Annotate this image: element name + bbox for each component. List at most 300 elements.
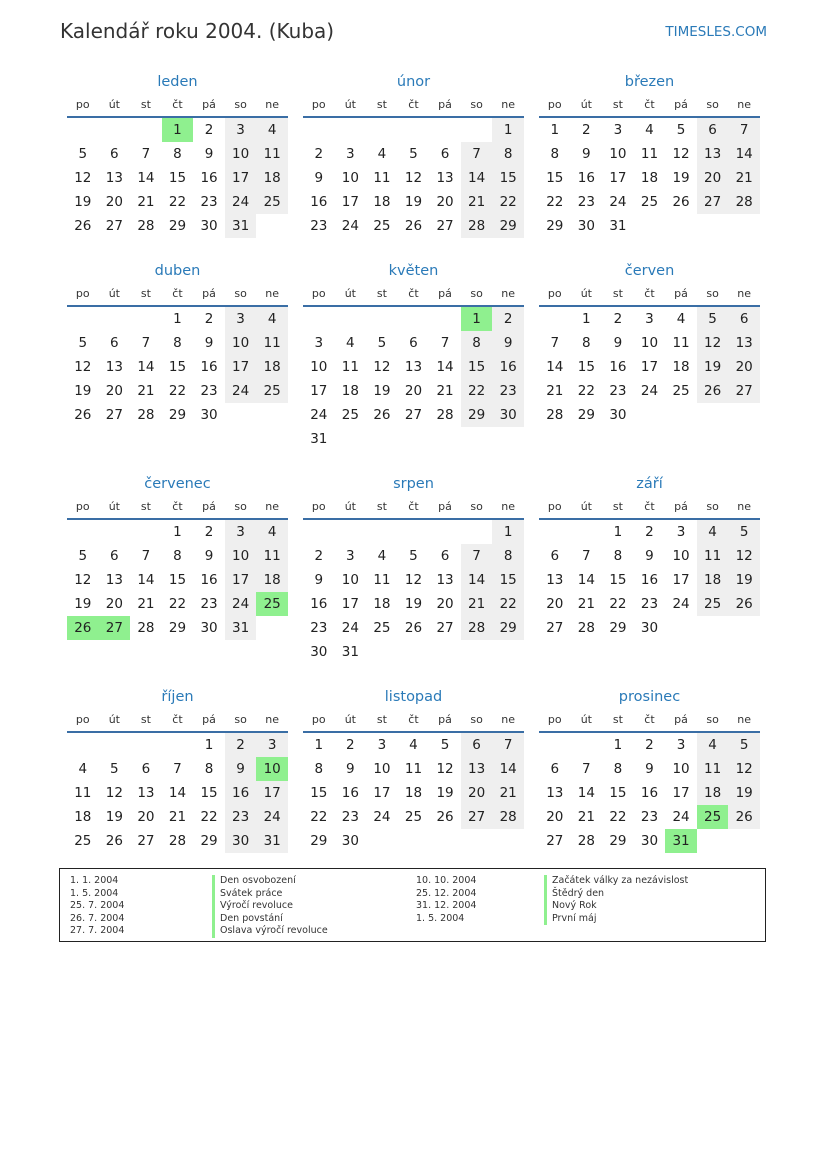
empty-cell — [303, 520, 335, 544]
day-cell: 14 — [137, 572, 155, 588]
week-row — [67, 403, 288, 427]
weekday-label: čt — [408, 98, 419, 111]
month-name: leden — [157, 74, 198, 90]
empty-cell — [728, 616, 760, 640]
weekday-label: út — [344, 98, 356, 111]
empty-cell — [366, 829, 398, 853]
empty-cell — [461, 640, 493, 664]
day-cell: 18 — [640, 170, 659, 186]
weekday-label: čt — [644, 287, 655, 300]
day-cell: 9 — [613, 335, 623, 351]
day-cell: 4 — [676, 311, 686, 327]
empty-cell — [225, 403, 257, 427]
day-cell: 12 — [728, 757, 760, 781]
day-cell: 5 — [440, 737, 450, 753]
day-cell: 17 — [225, 166, 257, 190]
weekday-header — [303, 709, 524, 733]
week-row — [303, 379, 524, 403]
day-cell: 27 — [728, 379, 760, 403]
weekday-label: po — [547, 98, 562, 111]
week-row — [67, 118, 288, 142]
week-row — [67, 142, 288, 166]
weekday-label: po — [311, 500, 326, 513]
day-cell: 25 — [256, 190, 288, 214]
week-row — [67, 829, 288, 853]
day-cell: 2 — [225, 733, 257, 757]
week-row — [539, 142, 760, 166]
month-1 — [303, 70, 524, 238]
day-cell: 1 — [613, 737, 623, 753]
legend-holiday-name: Nový Rok — [544, 900, 688, 913]
day-cell: 29 — [310, 833, 328, 849]
weekday-header — [539, 283, 760, 307]
day-cell: 28 — [168, 833, 187, 849]
day-cell: 21 — [728, 166, 760, 190]
day-cell: 3 — [676, 737, 686, 753]
empty-cell — [429, 118, 461, 142]
weekday-label: čt — [172, 713, 183, 726]
weekday-label: so — [470, 713, 483, 726]
weekday-label: st — [376, 713, 387, 726]
day-cell: 1 — [582, 311, 591, 327]
day-cell: 12 — [74, 572, 92, 588]
day-cell: 6 — [440, 146, 450, 162]
day-cell: 3 — [225, 307, 257, 331]
weekday-label: po — [75, 500, 90, 513]
legend-holiday-name: Oslava výročí revoluce — [212, 925, 328, 938]
day-cell: 23 — [310, 218, 328, 234]
week-row — [67, 331, 288, 355]
day-cell: 29 — [546, 218, 564, 234]
weekday-label: so — [470, 500, 483, 513]
empty-cell — [634, 403, 666, 427]
day-cell: 12 — [74, 359, 92, 375]
day-cell: 20 — [436, 596, 454, 612]
day-cell: 21 — [461, 592, 493, 616]
day-cell: 26 — [373, 407, 391, 423]
day-cell: 8 — [173, 146, 182, 162]
day-cell: 14 — [461, 166, 493, 190]
empty-cell — [398, 427, 430, 451]
day-cell: 10 — [640, 335, 659, 351]
day-cell: 12 — [672, 146, 690, 162]
day-cell: 8 — [550, 146, 560, 162]
day-cell: 17 — [341, 596, 359, 612]
day-cell: 17 — [225, 355, 257, 379]
day-cell: 18 — [256, 355, 288, 379]
empty-cell — [665, 403, 697, 427]
day-cell: 25 — [640, 194, 659, 210]
day-cell: 30 — [310, 644, 328, 660]
day-cell: 13 — [137, 785, 155, 801]
day-cell: 26 — [74, 218, 92, 234]
day-cell: 15 — [492, 568, 524, 592]
day-cell: 6 — [110, 335, 119, 351]
day-cell: 28 — [728, 190, 760, 214]
week-row — [303, 757, 524, 781]
week-row — [67, 805, 288, 829]
weekday-label: st — [612, 287, 623, 300]
day-cell: 18 — [697, 781, 729, 805]
day-cell: 16 — [200, 572, 218, 588]
weekday-label: pá — [674, 287, 688, 300]
weekday-label: ne — [737, 713, 752, 726]
weekday-label: út — [344, 500, 356, 513]
weekday-label: so — [706, 713, 719, 726]
day-cell: 14 — [728, 142, 760, 166]
day-cell: 18 — [697, 568, 729, 592]
day-cell: 8 — [582, 335, 591, 351]
day-cell: 22 — [168, 596, 187, 612]
day-cell: 24 — [341, 218, 359, 234]
empty-cell — [429, 829, 461, 853]
day-cell: 21 — [137, 596, 155, 612]
week-row — [539, 355, 760, 379]
day-cell: 12 — [74, 170, 92, 186]
day-cell: 24 — [310, 407, 328, 423]
legend-holiday-name: Začátek války za nezávislost — [544, 875, 688, 888]
day-cell: 30 — [640, 620, 659, 636]
month-11 — [539, 685, 760, 853]
day-cell: 2 — [582, 122, 591, 138]
day-cell: 7 — [461, 544, 493, 568]
day-cell: 30 — [200, 218, 218, 234]
day-cell: 25 — [697, 805, 729, 829]
day-cell: 23 — [640, 596, 659, 612]
empty-cell — [130, 733, 162, 757]
week-row — [303, 568, 524, 592]
weekday-label: ne — [501, 500, 516, 513]
day-cell: 1 — [162, 118, 194, 142]
day-cell: 2 — [645, 737, 654, 753]
day-cell: 18 — [373, 596, 391, 612]
month-name: duben — [154, 263, 201, 279]
day-cell: 4 — [256, 520, 288, 544]
day-cell: 22 — [492, 592, 524, 616]
weekday-label: pá — [674, 98, 688, 111]
legend-date: 26. 7. 2004 — [70, 912, 125, 924]
day-cell: 1 — [492, 118, 524, 142]
day-cell: 29 — [492, 214, 524, 238]
day-cell: 25 — [341, 407, 359, 423]
day-cell: 31 — [665, 829, 697, 853]
empty-cell — [398, 520, 430, 544]
day-cell: 7 — [582, 761, 591, 777]
day-cell: 4 — [377, 146, 387, 162]
day-cell: 17 — [341, 194, 359, 210]
month-9 — [67, 685, 288, 853]
day-cell: 8 — [204, 761, 214, 777]
empty-cell — [571, 520, 603, 544]
week-row — [67, 568, 288, 592]
weekday-label: ne — [265, 713, 280, 726]
day-cell: 3 — [613, 122, 623, 138]
week-row — [303, 616, 524, 640]
day-cell: 5 — [78, 335, 88, 351]
week-row — [303, 520, 524, 544]
day-cell: 30 — [609, 407, 627, 423]
weekday-label: st — [376, 287, 387, 300]
empty-cell — [67, 118, 99, 142]
empty-cell — [162, 733, 194, 757]
month-6 — [67, 472, 288, 640]
weekday-label: so — [470, 287, 483, 300]
day-cell: 4 — [377, 548, 387, 564]
empty-cell — [539, 520, 571, 544]
weekday-label: út — [580, 500, 592, 513]
month-0 — [67, 70, 288, 238]
weekday-label: ne — [737, 287, 752, 300]
day-cell: 16 — [225, 781, 257, 805]
day-cell: 6 — [110, 146, 119, 162]
day-cell: 12 — [105, 785, 123, 801]
day-cell: 13 — [436, 170, 454, 186]
day-cell: 4 — [697, 733, 729, 757]
day-cell: 15 — [200, 785, 218, 801]
week-row — [303, 427, 524, 451]
day-cell: 26 — [67, 616, 99, 640]
legend-holiday-name: Štědrý den — [544, 888, 688, 901]
day-cell: 5 — [409, 146, 418, 162]
weekday-label: st — [376, 500, 387, 513]
day-cell: 10 — [341, 170, 359, 186]
day-cell: 28 — [577, 833, 595, 849]
day-cell: 7 — [492, 733, 524, 757]
day-cell: 27 — [404, 407, 423, 423]
weekday-label: út — [580, 98, 592, 111]
weekday-label: pá — [202, 98, 216, 111]
day-cell: 28 — [577, 620, 595, 636]
day-cell: 1 — [173, 311, 182, 327]
empty-cell — [99, 118, 131, 142]
day-cell: 20 — [546, 596, 564, 612]
day-cell: 15 — [546, 170, 564, 186]
day-cell: 16 — [577, 170, 595, 186]
day-cell: 7 — [141, 146, 151, 162]
day-cell: 24 — [225, 190, 257, 214]
day-cell: 16 — [640, 572, 659, 588]
empty-cell — [67, 733, 99, 757]
day-cell: 10 — [225, 331, 257, 355]
month-8 — [539, 472, 760, 640]
weekday-label: út — [580, 713, 592, 726]
day-cell: 7 — [582, 548, 591, 564]
month-4 — [303, 259, 524, 451]
weekday-header — [539, 496, 760, 520]
empty-cell — [398, 118, 430, 142]
weekday-label: čt — [408, 287, 419, 300]
day-cell: 7 — [728, 118, 760, 142]
day-cell: 20 — [105, 383, 123, 399]
legend-date: 31. 12. 2004 — [416, 900, 477, 911]
empty-cell — [728, 403, 760, 427]
day-cell: 22 — [310, 809, 328, 825]
day-cell: 5 — [728, 520, 760, 544]
day-cell: 26 — [436, 809, 454, 825]
day-cell: 11 — [256, 331, 288, 355]
day-cell: 15 — [168, 359, 187, 375]
week-row — [303, 805, 524, 829]
day-cell: 15 — [310, 785, 328, 801]
day-cell: 17 — [310, 383, 328, 399]
empty-cell — [429, 307, 461, 331]
empty-cell — [429, 427, 461, 451]
day-cell: 25 — [697, 592, 729, 616]
day-cell: 4 — [697, 520, 729, 544]
empty-cell — [461, 520, 493, 544]
day-cell: 15 — [492, 166, 524, 190]
day-cell: 26 — [74, 407, 92, 423]
weekday-label: čt — [644, 98, 655, 111]
day-cell: 1 — [613, 524, 623, 540]
week-row — [539, 307, 760, 331]
day-cell: 11 — [256, 544, 288, 568]
day-cell: 23 — [200, 596, 218, 612]
day-cell: 26 — [105, 833, 123, 849]
day-cell: 17 — [373, 785, 391, 801]
day-cell: 16 — [200, 170, 218, 186]
day-cell: 7 — [461, 142, 493, 166]
empty-cell — [539, 733, 571, 757]
day-cell: 4 — [409, 737, 418, 753]
day-cell: 18 — [74, 809, 92, 825]
legend-holiday-name: Den povstání — [212, 913, 328, 926]
weekday-label: út — [108, 500, 120, 513]
day-cell: 5 — [409, 548, 418, 564]
day-cell: 6 — [461, 733, 493, 757]
day-cell: 9 — [492, 331, 524, 355]
day-cell: 26 — [728, 805, 760, 829]
empty-cell — [398, 307, 430, 331]
empty-cell — [99, 307, 131, 331]
day-cell: 13 — [105, 170, 123, 186]
weekday-label: ne — [501, 98, 516, 111]
day-cell: 25 — [672, 383, 690, 399]
day-cell: 3 — [346, 146, 355, 162]
weekday-label: ne — [265, 287, 280, 300]
day-cell: 6 — [550, 548, 560, 564]
day-cell: 22 — [577, 383, 595, 399]
weekday-label: čt — [172, 500, 183, 513]
day-cell: 19 — [74, 383, 92, 399]
day-cell: 29 — [461, 403, 493, 427]
page-title: Kalendář roku 2004. (Kuba) — [60, 19, 335, 43]
day-cell: 9 — [346, 761, 355, 777]
day-cell: 3 — [314, 335, 324, 351]
day-cell: 26 — [728, 592, 760, 616]
week-row — [539, 616, 760, 640]
weekday-label: čt — [644, 713, 655, 726]
day-cell: 30 — [577, 218, 595, 234]
week-row — [539, 592, 760, 616]
day-cell: 27 — [546, 620, 564, 636]
week-row — [67, 307, 288, 331]
day-cell: 2 — [204, 311, 214, 327]
day-cell: 30 — [492, 403, 524, 427]
day-cell: 6 — [440, 548, 450, 564]
day-cell: 7 — [440, 335, 450, 351]
day-cell: 15 — [461, 355, 493, 379]
weekday-label: čt — [644, 500, 655, 513]
day-cell: 30 — [200, 620, 218, 636]
weekday-label: so — [234, 713, 247, 726]
day-cell: 11 — [404, 761, 423, 777]
day-cell: 27 — [436, 620, 454, 636]
day-cell: 12 — [373, 359, 391, 375]
weekday-label: pá — [202, 713, 216, 726]
day-cell: 11 — [697, 544, 729, 568]
weekday-label: pá — [202, 287, 216, 300]
week-row — [539, 166, 760, 190]
day-cell: 4 — [645, 122, 654, 138]
day-cell: 31 — [341, 644, 359, 660]
week-row — [303, 142, 524, 166]
weekday-label: ne — [737, 98, 752, 111]
weekday-header — [67, 283, 288, 307]
weekday-label: út — [108, 98, 120, 111]
site-link[interactable]: TIMESLES.COM — [665, 24, 767, 40]
day-cell: 4 — [256, 118, 288, 142]
week-row — [303, 640, 524, 664]
day-cell: 25 — [74, 833, 92, 849]
day-cell: 13 — [546, 572, 564, 588]
week-row — [67, 544, 288, 568]
empty-cell — [398, 640, 430, 664]
day-cell: 4 — [256, 307, 288, 331]
day-cell: 5 — [676, 122, 686, 138]
weekday-label: út — [344, 713, 356, 726]
day-cell: 12 — [728, 544, 760, 568]
day-cell: 14 — [436, 359, 454, 375]
empty-cell — [634, 214, 666, 238]
week-row — [303, 592, 524, 616]
legend-holiday-name: Výročí revoluce — [212, 900, 328, 913]
day-cell: 8 — [492, 142, 524, 166]
day-cell: 11 — [697, 757, 729, 781]
day-cell: 28 — [436, 407, 454, 423]
day-cell: 12 — [697, 331, 729, 355]
day-cell: 27 — [137, 833, 155, 849]
empty-cell — [697, 616, 729, 640]
day-cell: 3 — [676, 524, 686, 540]
day-cell: 9 — [204, 146, 214, 162]
day-cell: 15 — [168, 170, 187, 186]
day-cell: 27 — [697, 190, 729, 214]
weekday-header — [303, 94, 524, 118]
weekday-label: po — [75, 287, 90, 300]
day-cell: 8 — [492, 544, 524, 568]
empty-cell — [67, 520, 99, 544]
day-cell: 16 — [609, 359, 627, 375]
week-row — [303, 355, 524, 379]
week-row — [303, 166, 524, 190]
day-cell: 27 — [99, 616, 131, 640]
weekday-label: čt — [172, 98, 183, 111]
day-cell: 29 — [168, 620, 187, 636]
day-cell: 29 — [609, 833, 627, 849]
day-cell: 17 — [609, 170, 627, 186]
day-cell: 5 — [78, 146, 88, 162]
day-cell: 19 — [672, 170, 690, 186]
day-cell: 28 — [461, 616, 493, 640]
day-cell: 9 — [314, 170, 324, 186]
day-cell: 10 — [341, 572, 359, 588]
empty-cell — [728, 214, 760, 238]
weekday-label: so — [706, 98, 719, 111]
month-5 — [539, 259, 760, 427]
legend-date: 25. 12. 2004 — [416, 887, 477, 899]
day-cell: 19 — [404, 596, 423, 612]
